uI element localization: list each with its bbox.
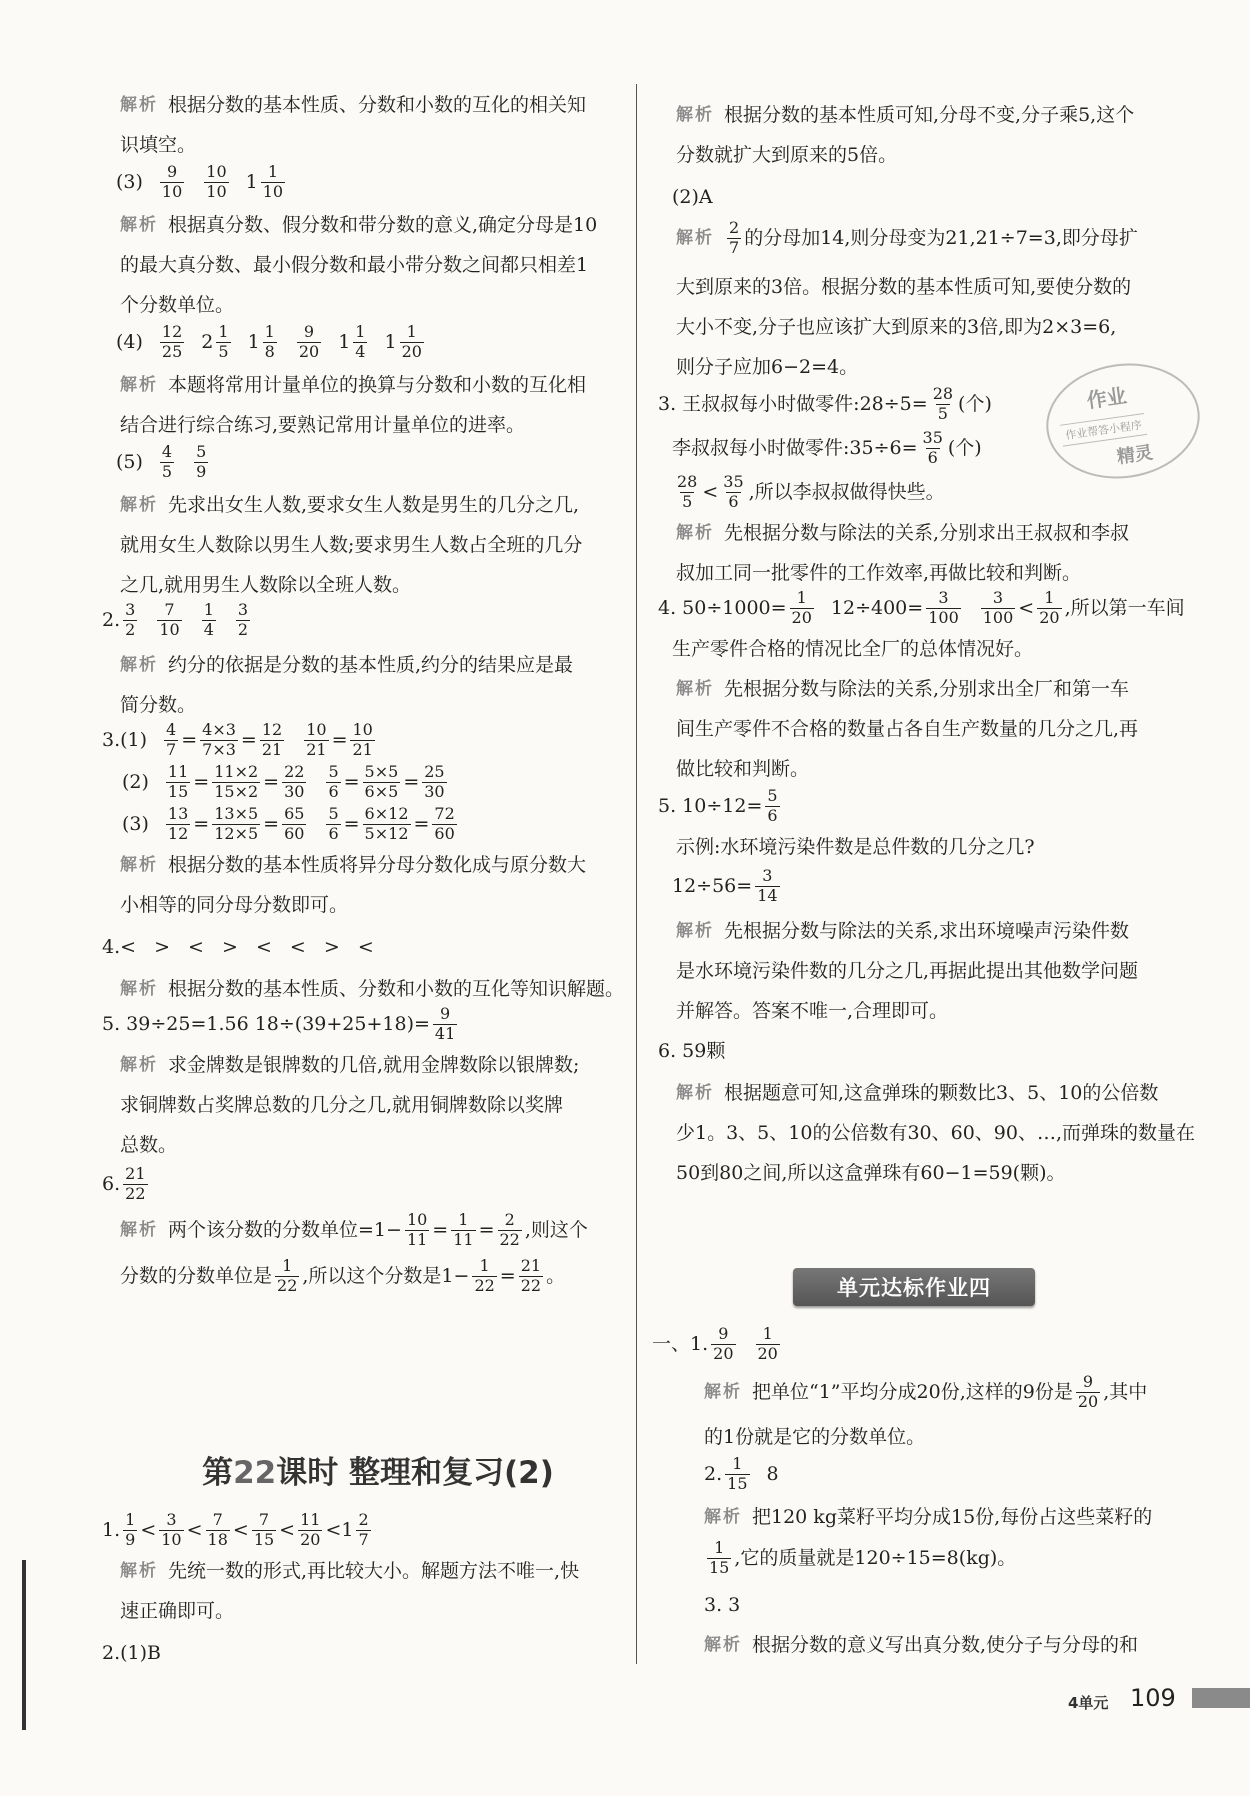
text: 5. 10÷12= bbox=[658, 794, 763, 817]
text-line bbox=[676, 358, 858, 377]
text: 3. 王叔叔每小时做零件:28÷5= bbox=[658, 392, 928, 415]
banner-text: 单元达标作业四 bbox=[837, 1276, 991, 1300]
fraction: 5 6 bbox=[328, 804, 339, 843]
fraction: 9 10 bbox=[161, 162, 183, 201]
text: 4. 50÷1000= bbox=[658, 596, 787, 619]
answer-line bbox=[658, 788, 783, 825]
text-line bbox=[120, 1056, 579, 1075]
analysis-label: 解析 bbox=[676, 523, 714, 543]
text: 6. 59颗 bbox=[658, 1040, 726, 1062]
fraction: 12 25 bbox=[161, 322, 183, 361]
section-banner bbox=[793, 1268, 1035, 1306]
text: 是水环境污染件数的几分之几,再据此提出其他数学问题 bbox=[676, 960, 1139, 982]
fraction: 7 18 bbox=[207, 1510, 228, 1549]
text-line: 分数的分数单位是 1 22 ,所以这个分数是1− $\frac{1}{22}$ = 21 22 。 bbox=[120, 1256, 566, 1295]
item-number: (5) bbox=[116, 450, 143, 473]
item-number: 一、1. bbox=[652, 1332, 709, 1355]
fraction: 1 11 bbox=[453, 1210, 474, 1249]
text: 5. 39÷25=1.56 18÷(39+25+18)= bbox=[102, 1012, 430, 1035]
item-number: 6. bbox=[102, 1172, 121, 1195]
text: ,所以李叔叔做得快些。 bbox=[748, 480, 945, 503]
fraction: 1 4 bbox=[355, 322, 366, 361]
text: (个) bbox=[958, 392, 992, 415]
text: 先根据分数与除法的关系,分别求出王叔叔和李叔 bbox=[724, 522, 1130, 544]
fraction: 9 20 bbox=[298, 322, 320, 361]
fraction: 1 20 bbox=[757, 1324, 778, 1363]
text-line bbox=[676, 1124, 1195, 1143]
text-line bbox=[120, 1602, 234, 1621]
text: 则分子应加6−2=4。 bbox=[676, 356, 859, 378]
fraction: $\frac{1}{22}$ bbox=[474, 1256, 495, 1295]
fraction: 6×12 5×12 bbox=[364, 804, 409, 843]
item-number: (3) bbox=[122, 812, 149, 835]
fraction: 4 5 bbox=[161, 442, 173, 481]
answer-line bbox=[102, 602, 253, 639]
text: 根据分数的基本性质、分数和小数的互化等知识解题。 bbox=[168, 978, 625, 1000]
fraction: 9 20 bbox=[1077, 1372, 1099, 1411]
text: 总数。 bbox=[120, 1134, 178, 1156]
fraction: 11×2 15×2 bbox=[214, 762, 259, 801]
answer-line bbox=[652, 1326, 783, 1363]
text: 50到80之间,所以这盒弹珠有60−1=59(颗)。 bbox=[676, 1162, 1066, 1184]
text: 并解答。答案不唯一,合理即可。 bbox=[676, 1000, 949, 1022]
column-divider bbox=[636, 84, 637, 1664]
text: 结合进行综合练习,要熟记常用计量单位的进率。 bbox=[120, 414, 526, 436]
lesson-number: 22 bbox=[233, 1455, 277, 1491]
answer-line bbox=[672, 868, 783, 905]
analysis-label: 解析 bbox=[120, 1219, 158, 1240]
text: 本题将常用计量单位的换算与分数和小数的互化相 bbox=[168, 374, 587, 396]
analysis-label: 解析 bbox=[120, 979, 158, 999]
text-line bbox=[120, 96, 586, 115]
text: 做比较和判断。 bbox=[676, 758, 810, 780]
item-number: 3.(1) bbox=[102, 728, 148, 751]
heading-text: 课时 整理和复习(2) bbox=[276, 1455, 554, 1491]
lesson-heading bbox=[178, 1447, 578, 1492]
text: 根据题意可知,这盒弹珠的颗数比3、5、10的公倍数 bbox=[724, 1082, 1159, 1104]
text: ,其中 bbox=[1103, 1380, 1148, 1403]
fraction: 3 100 bbox=[982, 588, 1014, 627]
fraction: 1 4 bbox=[203, 600, 214, 639]
watermark-stamp bbox=[1039, 354, 1207, 488]
analysis-label: 解析 bbox=[704, 1635, 742, 1655]
text-line bbox=[120, 1096, 563, 1115]
text-line bbox=[676, 720, 1138, 739]
fraction: 4×3 7×3 bbox=[202, 720, 236, 759]
analysis-label: 解析 bbox=[120, 95, 158, 115]
text: 识填空。 bbox=[120, 134, 197, 156]
text-line bbox=[676, 278, 1131, 297]
analysis-label: 解析 bbox=[676, 105, 714, 125]
text-line bbox=[676, 106, 1134, 125]
text-line bbox=[120, 536, 582, 555]
text: 生产零件合格的情况比全厂的总体情况好。 bbox=[672, 638, 1034, 660]
analysis-label: 解析 bbox=[120, 1561, 158, 1581]
answer-line: (3) 9 10 10 10 1 1 10 bbox=[116, 162, 284, 201]
text-line bbox=[676, 922, 1129, 941]
fraction: 5×5 6×5 bbox=[364, 762, 399, 801]
fraction: 1 20 bbox=[401, 322, 422, 361]
fraction: 2 22 bbox=[499, 1210, 520, 1249]
fraction: 3 2 bbox=[237, 600, 249, 639]
fraction: 7 10 bbox=[159, 600, 180, 639]
text: 大到原来的3倍。根据分数的基本性质可知,要使分数的 bbox=[676, 276, 1132, 298]
answer-line bbox=[102, 1644, 161, 1663]
analysis-label: 解析 bbox=[704, 1381, 742, 1402]
fraction: 10 21 bbox=[352, 720, 373, 759]
text: ,则这个 bbox=[524, 1218, 588, 1241]
text-line bbox=[676, 146, 897, 165]
text-line bbox=[704, 1636, 1138, 1655]
fraction: 28 5 bbox=[677, 472, 698, 511]
text: 分数就扩大到原来的5倍。 bbox=[676, 144, 898, 166]
analysis-label: 解析 bbox=[120, 855, 158, 875]
text: 个分数单位。 bbox=[120, 294, 235, 316]
fraction: 1 15 bbox=[709, 1538, 730, 1577]
text: 简分数。 bbox=[120, 694, 197, 716]
text-line bbox=[120, 216, 597, 235]
text: 的分母加14,则分母变为21,21÷7=3,即分母扩 bbox=[744, 226, 1138, 249]
fraction: 1 22 bbox=[277, 1256, 298, 1295]
fraction: $\frac{28}{5}$ bbox=[932, 384, 954, 423]
fraction: $\frac{35}{6}$ bbox=[922, 428, 943, 467]
text-line bbox=[676, 760, 809, 779]
text: 分数的分数单位是 bbox=[120, 1264, 273, 1287]
fraction: 22 30 bbox=[284, 762, 305, 801]
text-line bbox=[672, 640, 1033, 659]
text: (2)A bbox=[672, 186, 713, 208]
answer-line: 1. 1 9 < 3 10 < 7 18 < 7 15 < 11 20 <1 2 7 bbox=[102, 1510, 369, 1549]
text: ,所以第一车间 bbox=[1064, 596, 1185, 619]
text: 大小不变,分子也应该扩大到原来的3倍,即为2×3=6, bbox=[676, 316, 1117, 338]
text-line bbox=[676, 838, 1035, 857]
answer-line bbox=[658, 1042, 725, 1061]
fraction: 4 7 bbox=[166, 720, 177, 759]
fraction: 21 22 bbox=[520, 1256, 542, 1295]
text-line bbox=[676, 524, 1129, 543]
text: 。 bbox=[546, 1264, 566, 1287]
analysis-label: 解析 bbox=[120, 375, 158, 395]
fraction: 10 21 bbox=[306, 720, 327, 759]
text-line bbox=[704, 1508, 1152, 1527]
text-line bbox=[704, 1428, 925, 1447]
fraction: 1 5 bbox=[218, 322, 229, 361]
item-number: 1. bbox=[102, 1518, 121, 1541]
fraction: 10 10 bbox=[206, 162, 227, 201]
fraction: 13×5 12×5 bbox=[214, 804, 259, 843]
text: 的1份就是它的分数单位。 bbox=[704, 1426, 926, 1448]
text-line bbox=[120, 576, 411, 595]
stamp-text: 作业帮答小程序 bbox=[1060, 413, 1147, 447]
fraction: 3 10 bbox=[161, 1510, 182, 1549]
fraction: 13 12 bbox=[167, 804, 189, 843]
text: (个) bbox=[947, 436, 982, 459]
text-line bbox=[704, 1374, 1147, 1411]
fraction: $\frac{1}{20}$ bbox=[791, 588, 812, 627]
fraction: 7 15 bbox=[253, 1510, 275, 1549]
stamp-text: 作业 bbox=[1085, 383, 1129, 413]
answer-line bbox=[102, 1006, 460, 1043]
fraction: $\frac{5}{6}$ bbox=[767, 786, 778, 825]
text: 4.< > < > < < > < bbox=[102, 936, 374, 958]
answer-line bbox=[102, 1166, 151, 1203]
text: 根据真分数、假分数和带分数的意义,确定分母是10 bbox=[168, 214, 598, 236]
text: 先根据分数与除法的关系,分别求出全厂和第一车 bbox=[724, 678, 1130, 700]
answer-line bbox=[672, 430, 982, 467]
text: 2.(1)B bbox=[102, 1642, 162, 1664]
answer-line: (3) 13 12 = 13×5 12×5 = 65 60 5 6 = 6×12 5×12 = 72 60 bbox=[122, 804, 455, 843]
text: 两个该分数的分数单位=1− bbox=[168, 1218, 402, 1241]
text: ,所以这个分数是1− bbox=[302, 1264, 470, 1287]
fraction: 2 7 bbox=[729, 218, 740, 257]
fraction: 65 60 bbox=[284, 804, 305, 843]
fraction: 12 21 bbox=[261, 720, 283, 759]
fraction: $\frac{3}{14}$ bbox=[757, 866, 778, 905]
fraction: 1 15 bbox=[727, 1454, 748, 1493]
stamp-text: 精灵 bbox=[1115, 442, 1155, 469]
text: 叔加工同一批零件的工作效率,再做比较和判断。 bbox=[676, 562, 1082, 584]
analysis-label: 解析 bbox=[676, 227, 714, 248]
text: 根据分数的意义写出真分数,使分子与分母的和 bbox=[752, 1634, 1139, 1656]
text: 先统一数的形式,再比较大小。解题方法不唯一,快 bbox=[168, 1560, 580, 1582]
answer-line bbox=[658, 386, 992, 423]
text-line bbox=[676, 1084, 1158, 1103]
text-line bbox=[120, 296, 234, 315]
fraction: 1 8 bbox=[264, 322, 275, 361]
text: ,它的质量就是120÷15=8(kg)。 bbox=[734, 1546, 1017, 1569]
text-line bbox=[120, 416, 525, 435]
text: 少1。3、5、10的公倍数有30、60、90、…,而弹珠的数量在 bbox=[676, 1122, 1196, 1144]
text-line bbox=[120, 376, 586, 395]
answer-line: 4. 50÷1000= $\frac{1}{20}$ 12÷400= $\frac{3}{100}$ 3 100 < 1 20 ,所以第一车间 bbox=[658, 588, 1185, 627]
text-line bbox=[676, 680, 1129, 699]
text: 12÷400= bbox=[830, 596, 924, 619]
answer-line bbox=[116, 444, 211, 481]
answer-line: 28 5 < 35 6 ,所以李叔叔做得快些。 bbox=[677, 472, 945, 511]
fraction: 25 30 bbox=[424, 762, 445, 801]
text-line bbox=[120, 1562, 579, 1581]
fraction: 21 22 bbox=[125, 1164, 146, 1203]
text: 速正确即可。 bbox=[120, 1600, 235, 1622]
answer-line bbox=[102, 938, 374, 957]
fraction: $\frac{10}{11}$ bbox=[406, 1210, 428, 1249]
fraction: $\frac{3}{100}$ bbox=[928, 588, 959, 627]
text-line bbox=[676, 318, 1116, 337]
page-number: 109 bbox=[1130, 1684, 1176, 1712]
text-line bbox=[676, 220, 1138, 257]
analysis-label: 解析 bbox=[120, 1055, 158, 1075]
text: 根据分数的基本性质可知,分母不变,分子乘5,这个 bbox=[724, 104, 1135, 126]
heading-text: 第 bbox=[202, 1455, 234, 1491]
text-line bbox=[676, 1002, 948, 1021]
fraction: 1 20 bbox=[1039, 588, 1060, 627]
text-line bbox=[120, 980, 624, 999]
answer-line bbox=[704, 1596, 740, 1615]
text: 把120 kg菜籽平均分成15份,每份占这些菜籽的 bbox=[752, 1506, 1153, 1528]
text: 根据分数的基本性质、分数和小数的互化的相关知 bbox=[168, 94, 587, 116]
fraction: 5 6 bbox=[328, 762, 339, 801]
fraction: 11 15 bbox=[167, 762, 189, 801]
fraction: 11 20 bbox=[300, 1510, 321, 1549]
page-edge bbox=[22, 1560, 26, 1730]
item-number: (2) bbox=[122, 770, 149, 793]
text: 求金牌数是银牌数的几倍,就用金牌数除以银牌数; bbox=[168, 1054, 580, 1076]
fraction: 2 7 bbox=[358, 1510, 369, 1549]
text-line bbox=[704, 1540, 1016, 1577]
text-line bbox=[120, 856, 586, 875]
analysis-label: 解析 bbox=[120, 215, 158, 235]
answer-line: (4) 12 25 2 1 5 1 1 8 9 20 1 1 4 1 1 20 bbox=[116, 322, 422, 361]
text-line: 解析 两个该分数的分数单位=1− $\frac{10}{11}$ = 1 11 = 2 22 ,则这个 bbox=[120, 1210, 588, 1249]
text: 3. 3 bbox=[704, 1594, 741, 1616]
item-number: (3) bbox=[116, 170, 143, 193]
text-line bbox=[676, 564, 1081, 583]
text: 示例:水环境污染件数是总件数的几分之几? bbox=[676, 836, 1035, 858]
text-line bbox=[120, 896, 348, 915]
text: 约分的依据是分数的基本性质,约分的结果应是最 bbox=[168, 654, 574, 676]
text: 就用女生人数除以男生人数;要求男生人数占全班的几分 bbox=[120, 534, 583, 556]
text: 求铜牌数占奖牌总数的几分之几,就用铜牌数除以奖牌 bbox=[120, 1094, 564, 1116]
text-line bbox=[120, 136, 196, 155]
text: 12÷56= bbox=[672, 874, 753, 897]
text: 先求出女生人数,要求女生人数是男生的几分之几, bbox=[168, 494, 580, 516]
text: 小相等的同分母分数即可。 bbox=[120, 894, 349, 916]
text-line bbox=[120, 696, 196, 715]
footer-unit: 4单元 bbox=[1068, 1694, 1109, 1712]
text: 把单位“1”平均分成20份,这样的9份是 bbox=[752, 1380, 1073, 1403]
fraction: 1 9 bbox=[125, 1510, 136, 1549]
text: 间生产零件不合格的数量占各自生产数量的几分之几,再 bbox=[676, 718, 1139, 740]
fraction: 5 9 bbox=[196, 442, 207, 481]
text-line bbox=[120, 256, 588, 275]
fraction: 72 60 bbox=[434, 804, 455, 843]
text: 先根据分数与除法的关系,求出环境噪声污染件数 bbox=[724, 920, 1130, 942]
fraction: 1 10 bbox=[262, 162, 284, 201]
footer-bar bbox=[1192, 1688, 1250, 1708]
text: 李叔叔每小时做零件:35÷6= bbox=[672, 436, 918, 459]
text: 之几,就用男生人数除以全班人数。 bbox=[120, 574, 412, 596]
answer-line: 3.(1) 4 7 = 4×3 7×3 = 12 21 10 21 = 10 21 bbox=[102, 720, 373, 759]
text: 的最大真分数、最小假分数和最小带分数之间都只相差1 bbox=[120, 254, 589, 276]
text: 8 bbox=[766, 1462, 779, 1485]
analysis-label: 解析 bbox=[676, 679, 714, 699]
item-number: (4) bbox=[116, 330, 143, 353]
text-line bbox=[676, 1164, 1066, 1183]
fraction: 35 6 bbox=[723, 472, 744, 511]
text-line bbox=[676, 962, 1138, 981]
text-line bbox=[120, 496, 579, 515]
fraction: 3 2 bbox=[125, 600, 136, 639]
answer-line: (2) 11 15 = 11×2 15×2 = 22 30 5 6 = 5×5 6×5 = 25 30 bbox=[122, 762, 445, 801]
text: 根据分数的基本性质将异分母分数化成与原分数大 bbox=[168, 854, 587, 876]
fraction: 9 20 bbox=[713, 1324, 734, 1363]
text-line bbox=[120, 1136, 177, 1155]
item-number: 2. bbox=[102, 608, 121, 631]
analysis-label: 解析 bbox=[120, 495, 158, 515]
answer-line bbox=[672, 188, 713, 207]
item-number: 2. bbox=[704, 1462, 723, 1485]
fraction: $\frac{9}{41}$ bbox=[434, 1004, 456, 1043]
analysis-label: 解析 bbox=[704, 1507, 742, 1527]
text-line bbox=[120, 656, 573, 675]
answer-line bbox=[704, 1456, 779, 1493]
analysis-label: 解析 bbox=[676, 921, 714, 941]
analysis-label: 解析 bbox=[120, 655, 158, 675]
analysis-label: 解析 bbox=[676, 1083, 714, 1103]
